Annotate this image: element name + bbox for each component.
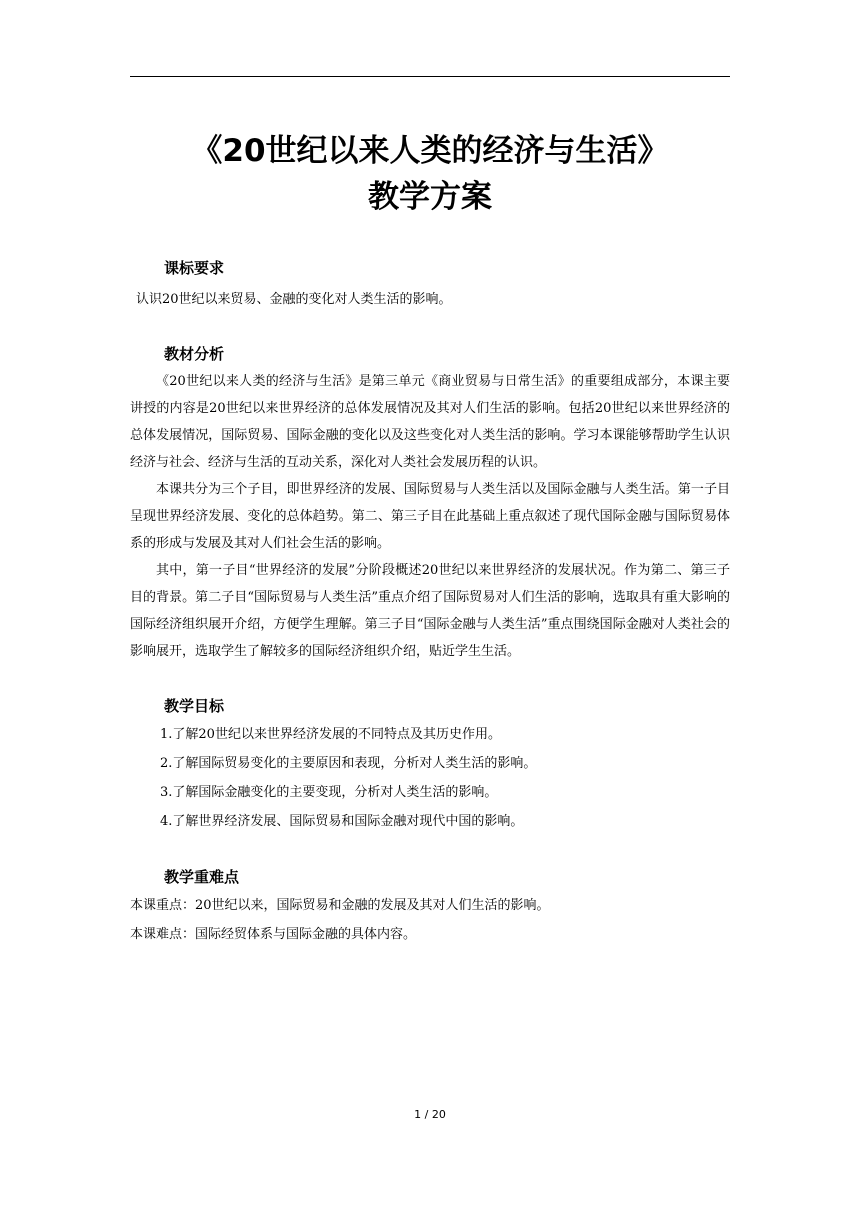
objective-item: 3.了解国际金融变化的主要变现，分析对人类生活的影响。 — [160, 785, 498, 800]
objective-item: 4.了解世界经济发展、国际贸易和国际金融对现代中国的影响。 — [160, 814, 524, 829]
objective-item: 2.了解国际贸易变化的主要原因和表现，分析对人类生活的影响。 — [160, 756, 537, 771]
title-line-2: 教学方案 — [368, 179, 492, 215]
key-point-focus: 本课重点：20世纪以来，国际贸易和金融的发展及其对人们生活的影响。 — [130, 898, 550, 913]
key-point-difficulty: 本课难点：国际经贸体系与国际金融的具体内容。 — [130, 927, 417, 942]
section-heading-curriculum: 课标要求 — [164, 259, 225, 277]
header-rule — [130, 76, 730, 77]
title-line-1: 《20世纪以来人类的经济与生活》 — [191, 133, 669, 169]
analysis-paragraph: 《20世纪以来人类的经济与生活》是第三单元《商业贸易与日常生活》的重要组成部分，本课主要讲授的内容是20世纪以来世界经济的总体发展情况及其对人们生活的影响。包括20世纪以来世界经济的总体发展情况，国际贸易、国际金融的变化以及这些变化对人类生活的影响。学习本课能够帮助学生认识经济与社会、经济与生活的互动关系，深化对人类社会发展历程的认识。 — [130, 374, 730, 470]
analysis-paragraph: 其中，第一子目“世界经济的发展”分阶段概述20世纪以来世界经济的发展状况。作为第二、第三子目的背景。第二子目“国际贸易与人类生活”重点介绍了国际贸易对人们生活的影响，选取具有重大影响的国际经济组织展开介绍，方便学生理解。第三子目“国际金融与人类生活”重点围绕国际金融对人类社会的影响展开，选取学生了解较多的国际经济组织介绍，贴近学生生活。 — [130, 563, 730, 659]
analysis-paragraph: 本课共分为三个子目，即世界经济的发展、国际贸易与人类生活以及国际金融与人类生活。第一子目呈现世界经济发展、变化的总体趋势。第二、第三子目在此基础上重点叙述了现代国际金融与国际贸易体系的形成与发展及其对人们社会生活的影响。 — [130, 482, 730, 551]
curriculum-text: 认识20世纪以来贸易、金融的变化对人类生活的影响。 — [136, 292, 452, 307]
objective-item: 1.了解20世纪以来世界经济发展的不同特点及其历史作用。 — [160, 727, 501, 742]
section-heading-analysis: 教材分析 — [164, 345, 225, 363]
page-number: 1 / 20 — [414, 1108, 446, 1121]
document-body — [130, 254, 730, 949]
section-heading-key-points: 教学重难点 — [164, 868, 240, 886]
section-heading-objectives: 教学目标 — [164, 697, 225, 715]
document-title — [130, 128, 730, 220]
